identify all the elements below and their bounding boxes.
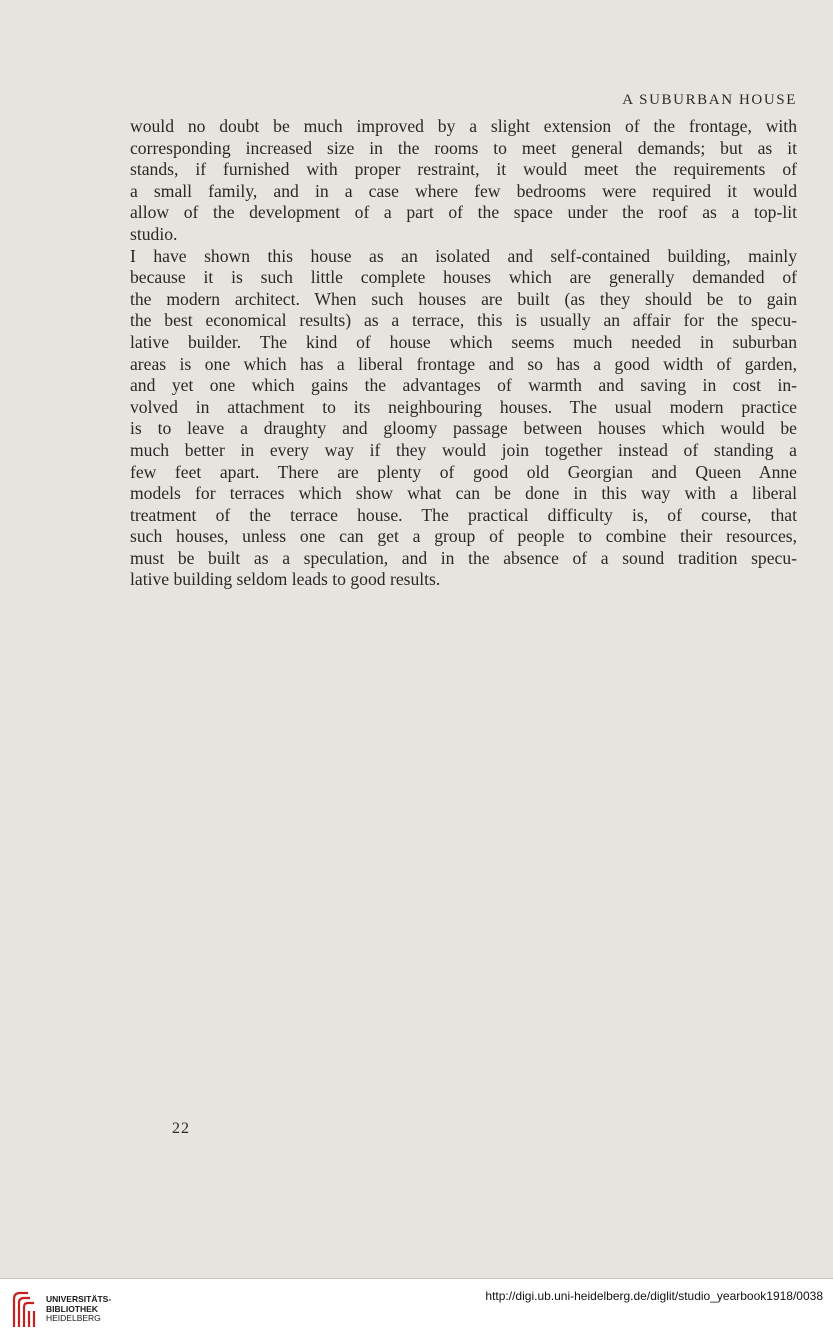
text-line: because it is such little complete houses which are generally demanded of — [130, 267, 797, 288]
text-line: allow of the development of a part of the space under the roof as a top-lit — [130, 202, 797, 223]
library-name-line: BIBLIOTHEK — [46, 1303, 98, 1314]
text-line: such houses, unless one can get a group of people to combine their resources, — [130, 526, 797, 547]
text-line: treatment of the terrace house. The practical difficulty is, of course, that — [130, 504, 797, 525]
body-text — [130, 116, 797, 591]
text-line: lative builder. The kind of house which seems much needed in suburban — [130, 331, 797, 352]
text-line: lative building seldom leads to good results. — [130, 569, 441, 590]
text-line: and yet one which gains the advantages of warmth and saving in cost in- — [130, 375, 797, 396]
library-name-line: UNIVERSITÄTS- — [46, 1294, 112, 1304]
text-line: the best economical results) as a terrace, this is usually an affair for the specu- — [130, 310, 797, 331]
library-name-line: HEIDELBERG — [46, 1313, 101, 1323]
text-line: studio. — [130, 223, 178, 244]
library-name — [46, 1295, 111, 1324]
page-number: 22 — [172, 1120, 190, 1137]
text-line: must be built as a speculation, and in the absence of a sound tradition specu- — [130, 547, 797, 568]
text-line: is to leave a draughty and gloomy passage between houses which would be — [130, 418, 797, 439]
text-line: a small family, and in a case where few bedrooms were required it would — [130, 180, 797, 201]
text-line: much better in every way if they would join together instead of standing a — [130, 439, 797, 460]
text-line: volved in attachment to its neighbouring houses. The usual modern practice — [130, 396, 797, 417]
source-url-link[interactable]: http://digi.ub.uni-heidelberg.de/diglit/studio_yearbook1918/0038 — [485, 1289, 823, 1303]
text-line: corresponding increased size in the rooms to meet general demands; but as it — [130, 137, 797, 158]
text-line: would no doubt be much improved by a slight extension of the frontage, with — [130, 116, 797, 136]
text-line: areas is one which has a liberal frontage and so has a good width of garden, — [130, 353, 797, 374]
library-logo-icon — [8, 1287, 42, 1331]
text-line: I have shown this house as an isolated and self-contained building, mainly — [130, 245, 797, 266]
footer-bar — [0, 1278, 833, 1339]
text-line: stands, if furnished with proper restraint, it would meet the requirements of — [130, 159, 797, 180]
running-head: A SUBURBAN HOUSE — [622, 92, 797, 108]
text-line: the modern architect. When such houses are built (as they should be to gain — [130, 288, 797, 309]
text-line: few feet apart. There are plenty of good old Georgian and Queen Anne — [130, 461, 797, 482]
text-line: models for terraces which show what can be done in this way with a liberal — [130, 483, 797, 504]
